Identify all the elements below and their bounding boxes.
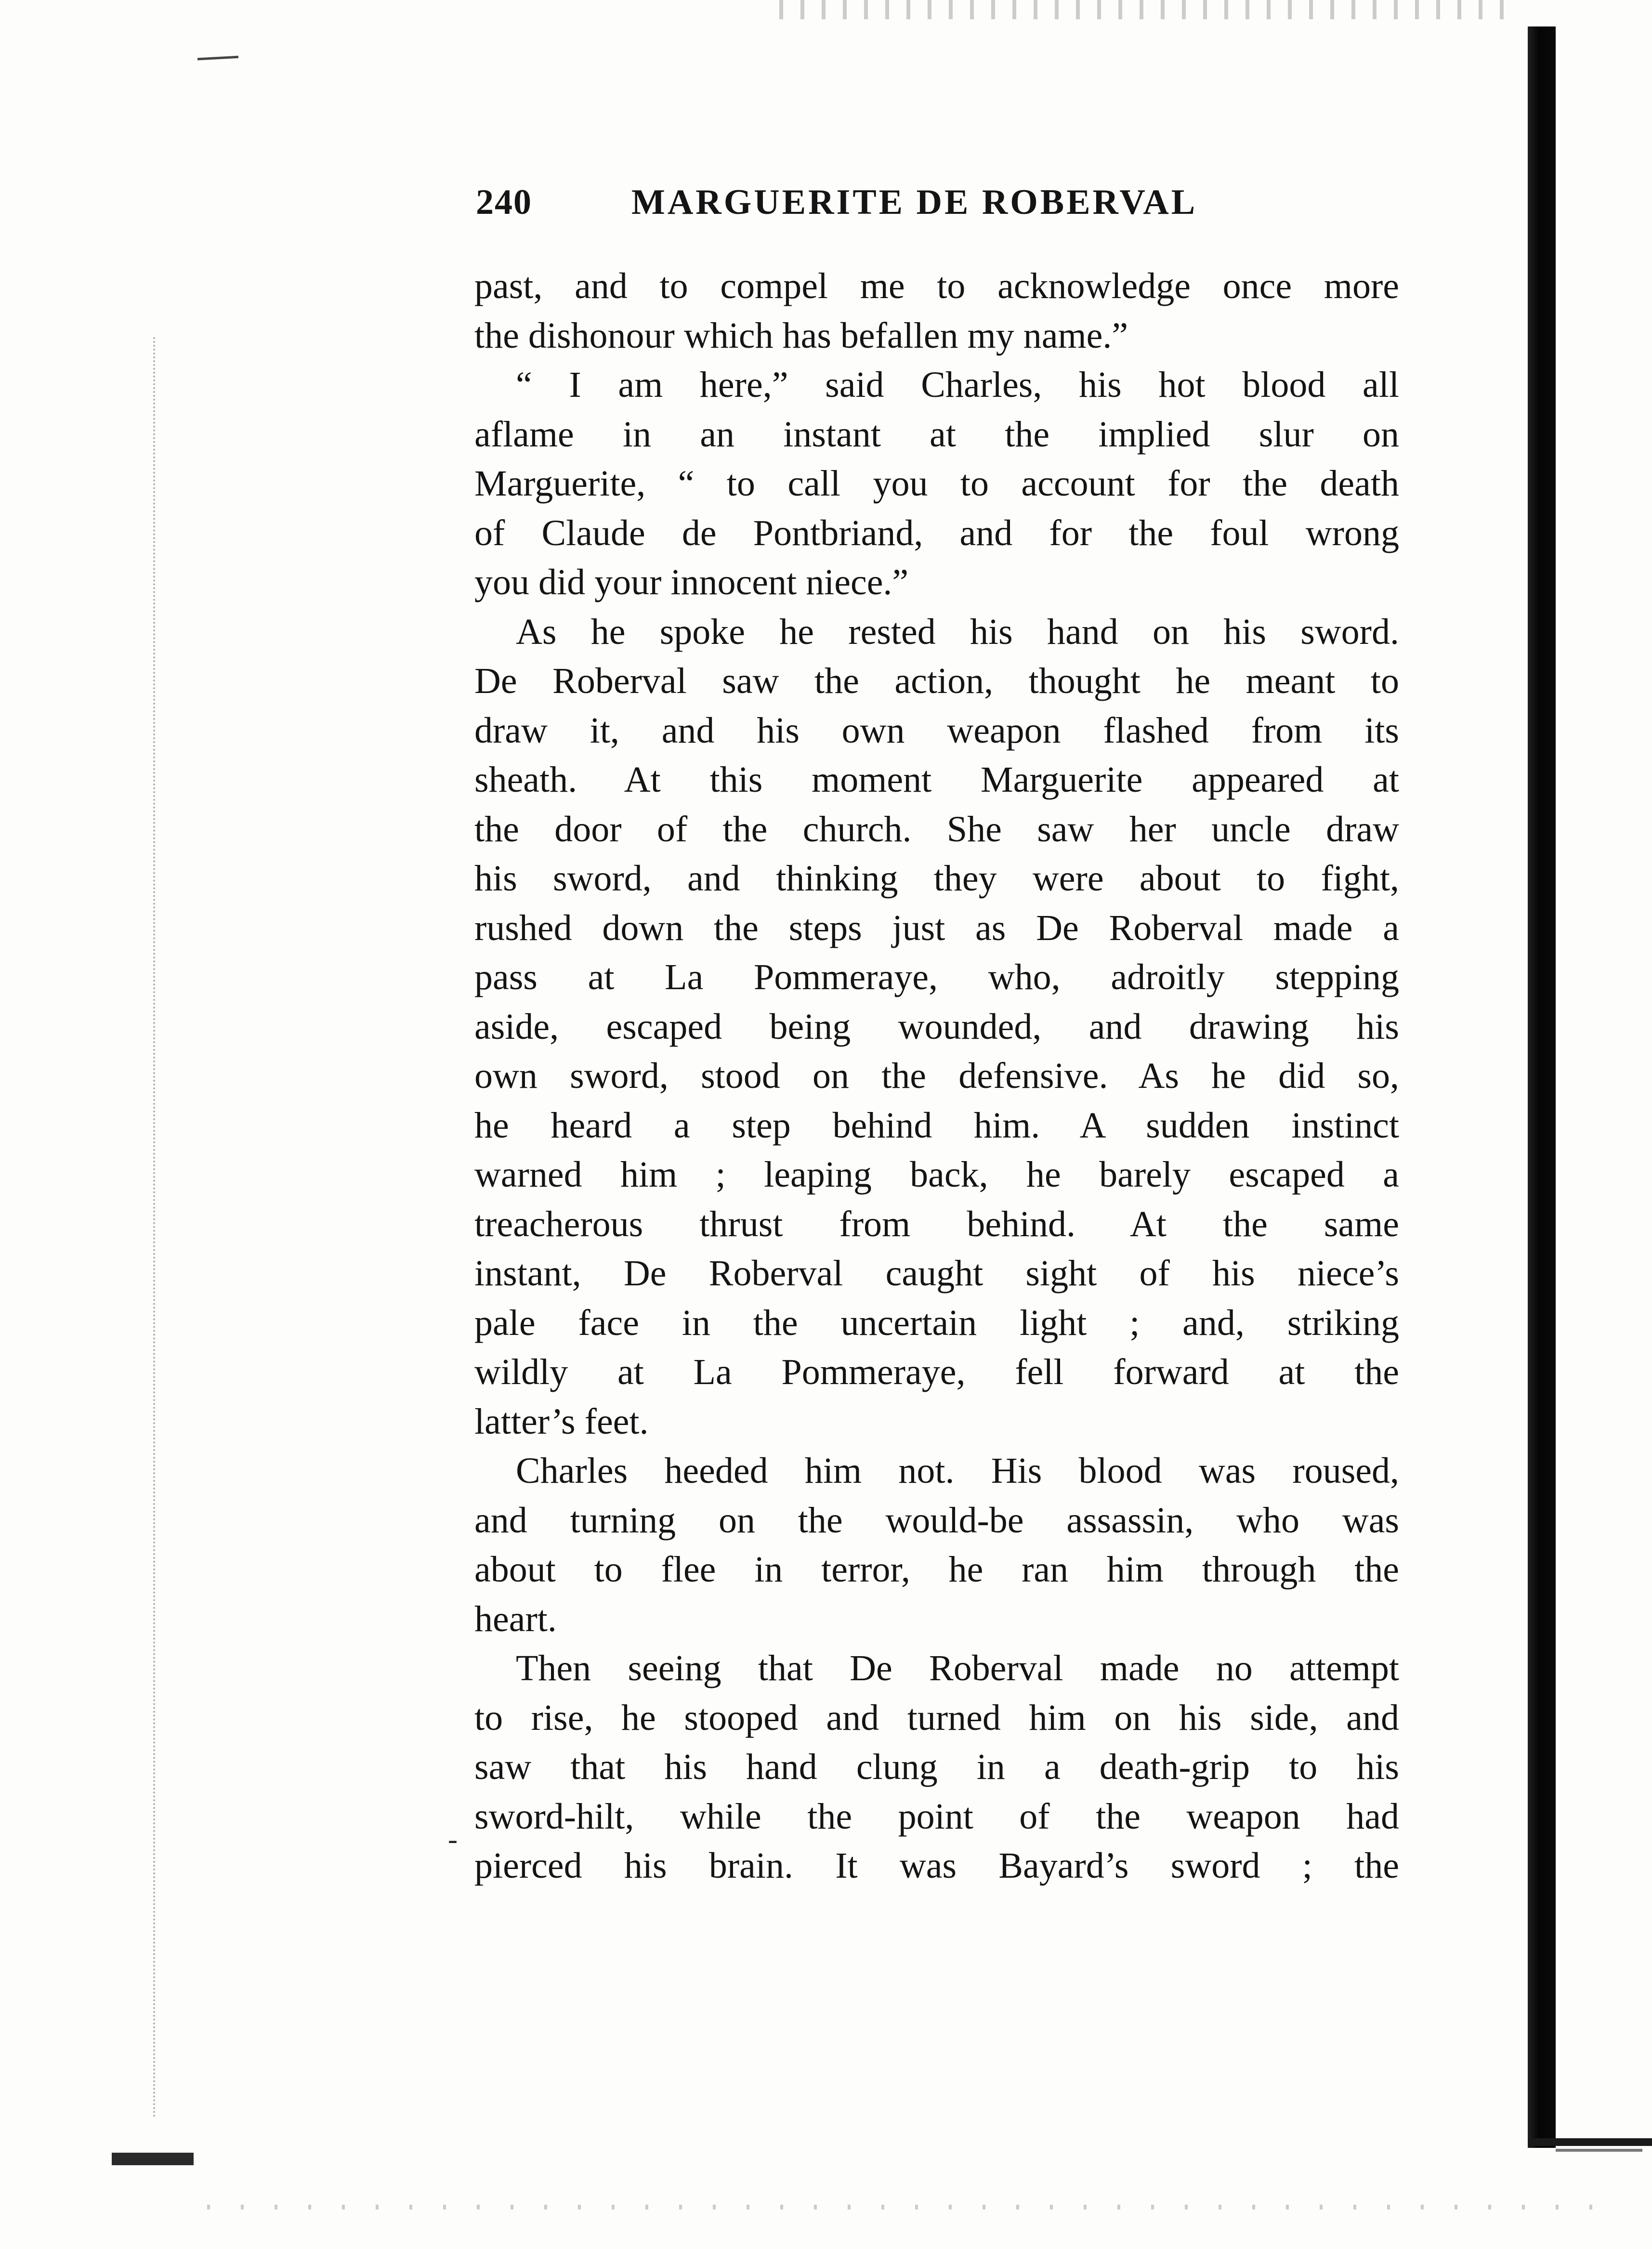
- scan-noise-bottom: [193, 2205, 1613, 2210]
- text-line: saw that his hand clung in a death-grip to his: [474, 1747, 1399, 1787]
- text-line: aside, escaped being wounded, and drawing his: [474, 1006, 1399, 1047]
- binding-shadow: [1528, 26, 1556, 2148]
- binding-shadow-foot-edge: [1556, 2149, 1642, 2152]
- text-line: draw it, and his own weapon flashed from its: [474, 710, 1399, 751]
- text-line: pierced his brain. It was Bayard’s sword ; the: [474, 1845, 1399, 1886]
- scan-noise-top: [771, 0, 1517, 19]
- text-line: Marguerite, “ to call you to account for the death: [474, 463, 1399, 504]
- text-line: to rise, he stooped and turned him on his side, and: [474, 1697, 1399, 1738]
- body-text: [474, 262, 1399, 1891]
- text-line: As he spoke he rested his hand on his sword.: [516, 611, 1399, 652]
- gutter-edge: [153, 337, 157, 2119]
- text-line: Charles heeded him not. His blood was roused,: [516, 1451, 1399, 1491]
- text-line: past, and to compel me to acknowledge once more: [474, 266, 1399, 306]
- text-line: sheath. At this moment Marguerite appeared at: [474, 759, 1399, 800]
- text-line: the door of the church. She saw her uncle draw: [474, 809, 1399, 850]
- text-line: warned him ; leaping back, he barely escaped a: [474, 1154, 1399, 1195]
- page-number: 240: [476, 183, 532, 222]
- text-line: rushed down the steps just as De Roberval made a: [474, 907, 1399, 948]
- text-line: wildly at La Pommeraye, fell forward at the: [474, 1352, 1399, 1392]
- binding-shadow-foot: [1528, 2138, 1652, 2146]
- text-line: instant, De Roberval caught sight of his niece’s: [474, 1253, 1399, 1294]
- text-line: aflame in an instant at the implied slur on: [474, 414, 1399, 455]
- text-line: you did your innocent niece.”: [474, 562, 909, 602]
- text-line: own sword, stood on the defensive. As he did so,: [474, 1056, 1399, 1096]
- text-line: heart.: [474, 1598, 557, 1639]
- text-line: “ I am here,” said Charles, his hot blood all: [516, 365, 1399, 405]
- text-line: of Claude de Pontbriand, and for the foul wrong: [474, 512, 1399, 553]
- running-head: [476, 182, 1401, 240]
- text-line: and turning on the would-be assassin, who was: [474, 1500, 1399, 1541]
- text-line: treacherous thrust from behind. At the same: [474, 1203, 1399, 1244]
- text-line: De Roberval saw the action, thought he meant to: [474, 661, 1399, 701]
- book-title: MARGUERITE DE ROBERVAL: [631, 183, 1198, 222]
- text-line: latter’s feet.: [474, 1401, 649, 1442]
- text-line: he heard a step behind him. A sudden instinct: [474, 1105, 1399, 1146]
- text-line: Then seeing that De Roberval made no attempt: [516, 1648, 1399, 1688]
- gutter-shadow: [112, 2153, 194, 2165]
- text-line: pass at La Pommeraye, who, adroitly stepping: [474, 957, 1399, 997]
- text-line: his sword, and thinking they were about to fight,: [474, 858, 1399, 899]
- text-line: about to flee in terror, he ran him through the: [474, 1549, 1399, 1590]
- text-line: sword-hilt, while the point of the weapon had: [474, 1796, 1399, 1837]
- scan-mark: [197, 56, 238, 60]
- margin-mark: -: [448, 1823, 458, 1855]
- text-line: the dishonour which has befallen my name.”: [474, 315, 1128, 356]
- text-line: pale face in the uncertain light ; and, striking: [474, 1302, 1399, 1343]
